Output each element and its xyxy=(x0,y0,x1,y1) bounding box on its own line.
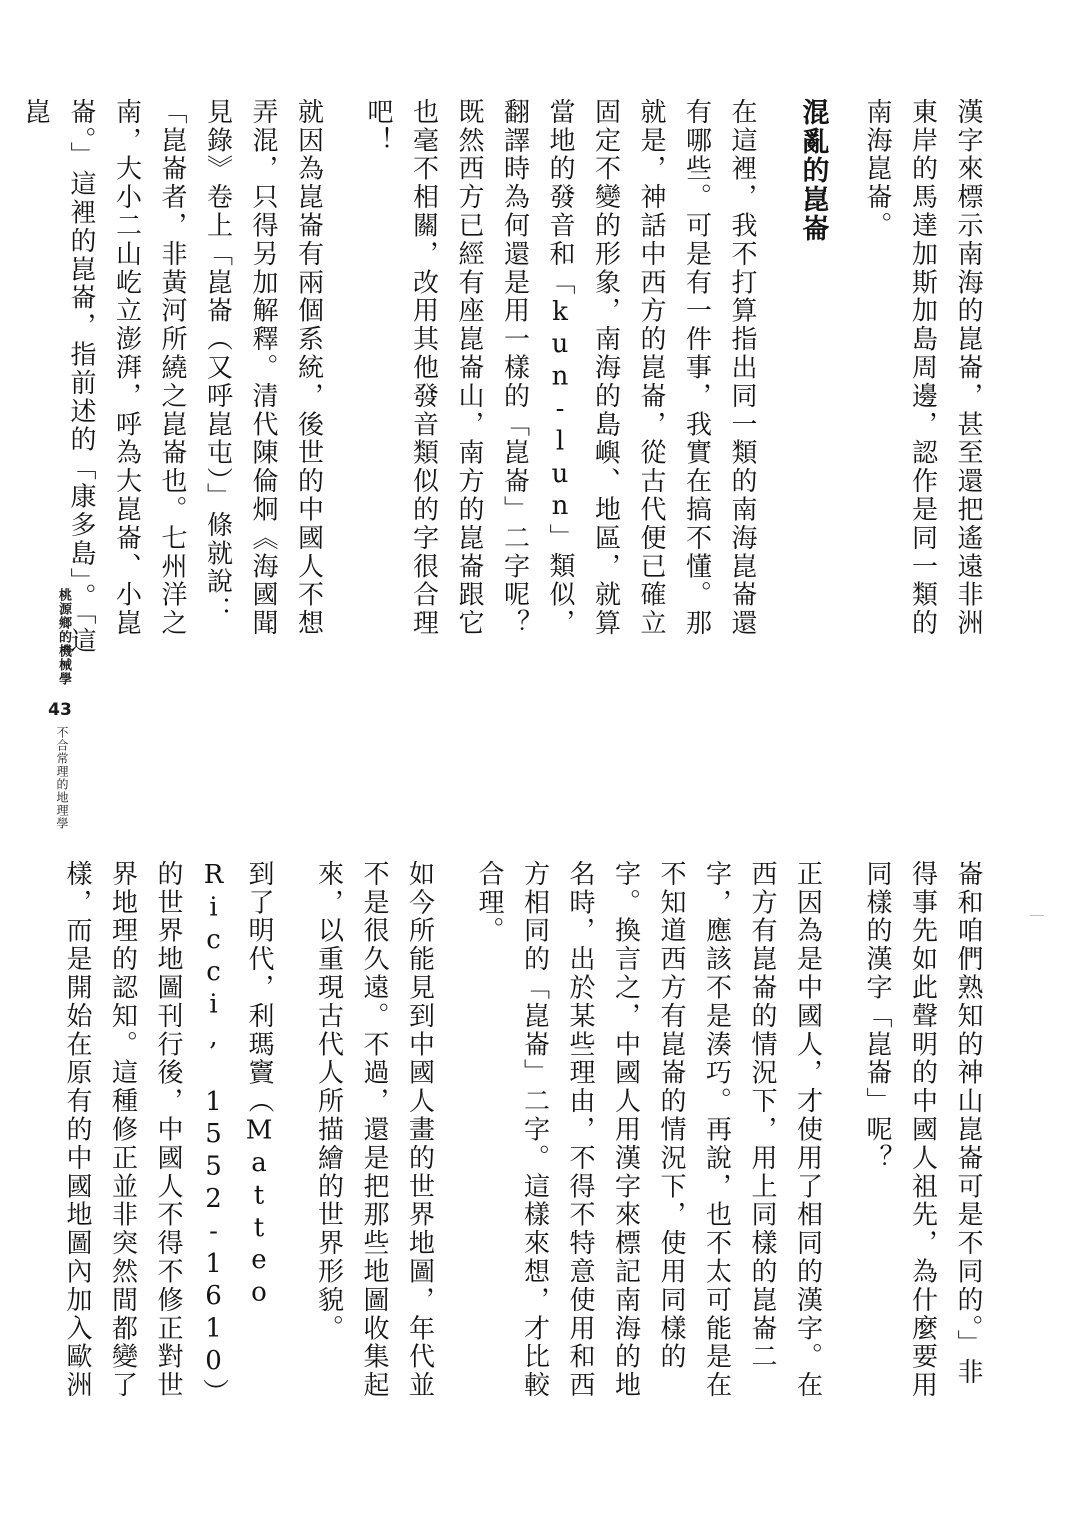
series-title: 桃源鄉的機械學 xyxy=(56,588,71,686)
lower-text-block xyxy=(62,860,990,1400)
scan-mark xyxy=(1030,915,1044,916)
margin-note xyxy=(32,588,88,848)
paragraph: 在這裡，我不打算指出同一類的南海崑崙還有哪些。可是有一件事，我實在搞不懂。那就是，神話中西方的崑崙，從古代便已確立固定不變的形象，南海的島嶼、地區，就算當地的發音和「kun-lun」類似，翻譯時為何還是用一樣的「崑崙」二字呢？既然西方已經有座崑崙山，南方的崑崙跟它也毫不相關，改用其他發音類似的字很合理吧！ xyxy=(363,98,757,638)
chapter-title: 不合常理的地理學 xyxy=(55,726,69,830)
paragraph: 崙和咱們熟知的神山崑崙可是不同的。」非得事先如此聲明的中國人祖先，為什麼要用同樣的漢字「崑崙」呢？ xyxy=(862,860,983,1400)
paragraph: 到了明代，利瑪竇（Matteo Ricci, 1552-1610）的世界地圖刊行後，中國人不得不修正對世界地理的認知。這種修正並非突然間都變了樣，而是開始在原有的中國地圖內加入歐洲 xyxy=(62,860,274,1400)
paragraph: 正因為是中國人，才使用了相同的漢字。在西方有崑崙的情況下，用上同樣的崑崙二字，應該不是湊巧。再說，也不太可能是在不知道西方有崑崙的情況下，使用同樣的字。換言之，中國人用漢字來標記南海的地名時，出於某些理由，不得不特意使用和西方相同的「崑崙」二字。這樣來想，才比較合理。 xyxy=(474,860,823,1400)
section-heading: 混亂的崑崙 xyxy=(797,98,829,243)
paragraph: 如今所能見到中國人畫的世界地圖，年代並不是很久遠。不過，還是把那些地圖收集起來，以重現古代人所描繪的世界形貌。 xyxy=(313,860,435,1400)
paragraph: 就因為崑崙有兩個系統，後世的中國人不想弄混，只得另加解釋。清代陳倫炯《海國聞見錄》卷上「崑崙（又呼崑屯）」條就說：「崑崙者，非黃河所繞之崑崙也。七州洋之南，大小二山屹立澎湃，呼為大崑崙、小崑崙。」這裡的崑崙，指前述的「康多島」。「這崑 xyxy=(20,98,324,656)
paragraph: 漢字來標示南海的崑崙，甚至還把遙遠非洲東岸的馬達加斯加島周邊，認作是同一類的南海崑崙。 xyxy=(862,98,983,638)
page-number: 43 xyxy=(48,700,72,720)
